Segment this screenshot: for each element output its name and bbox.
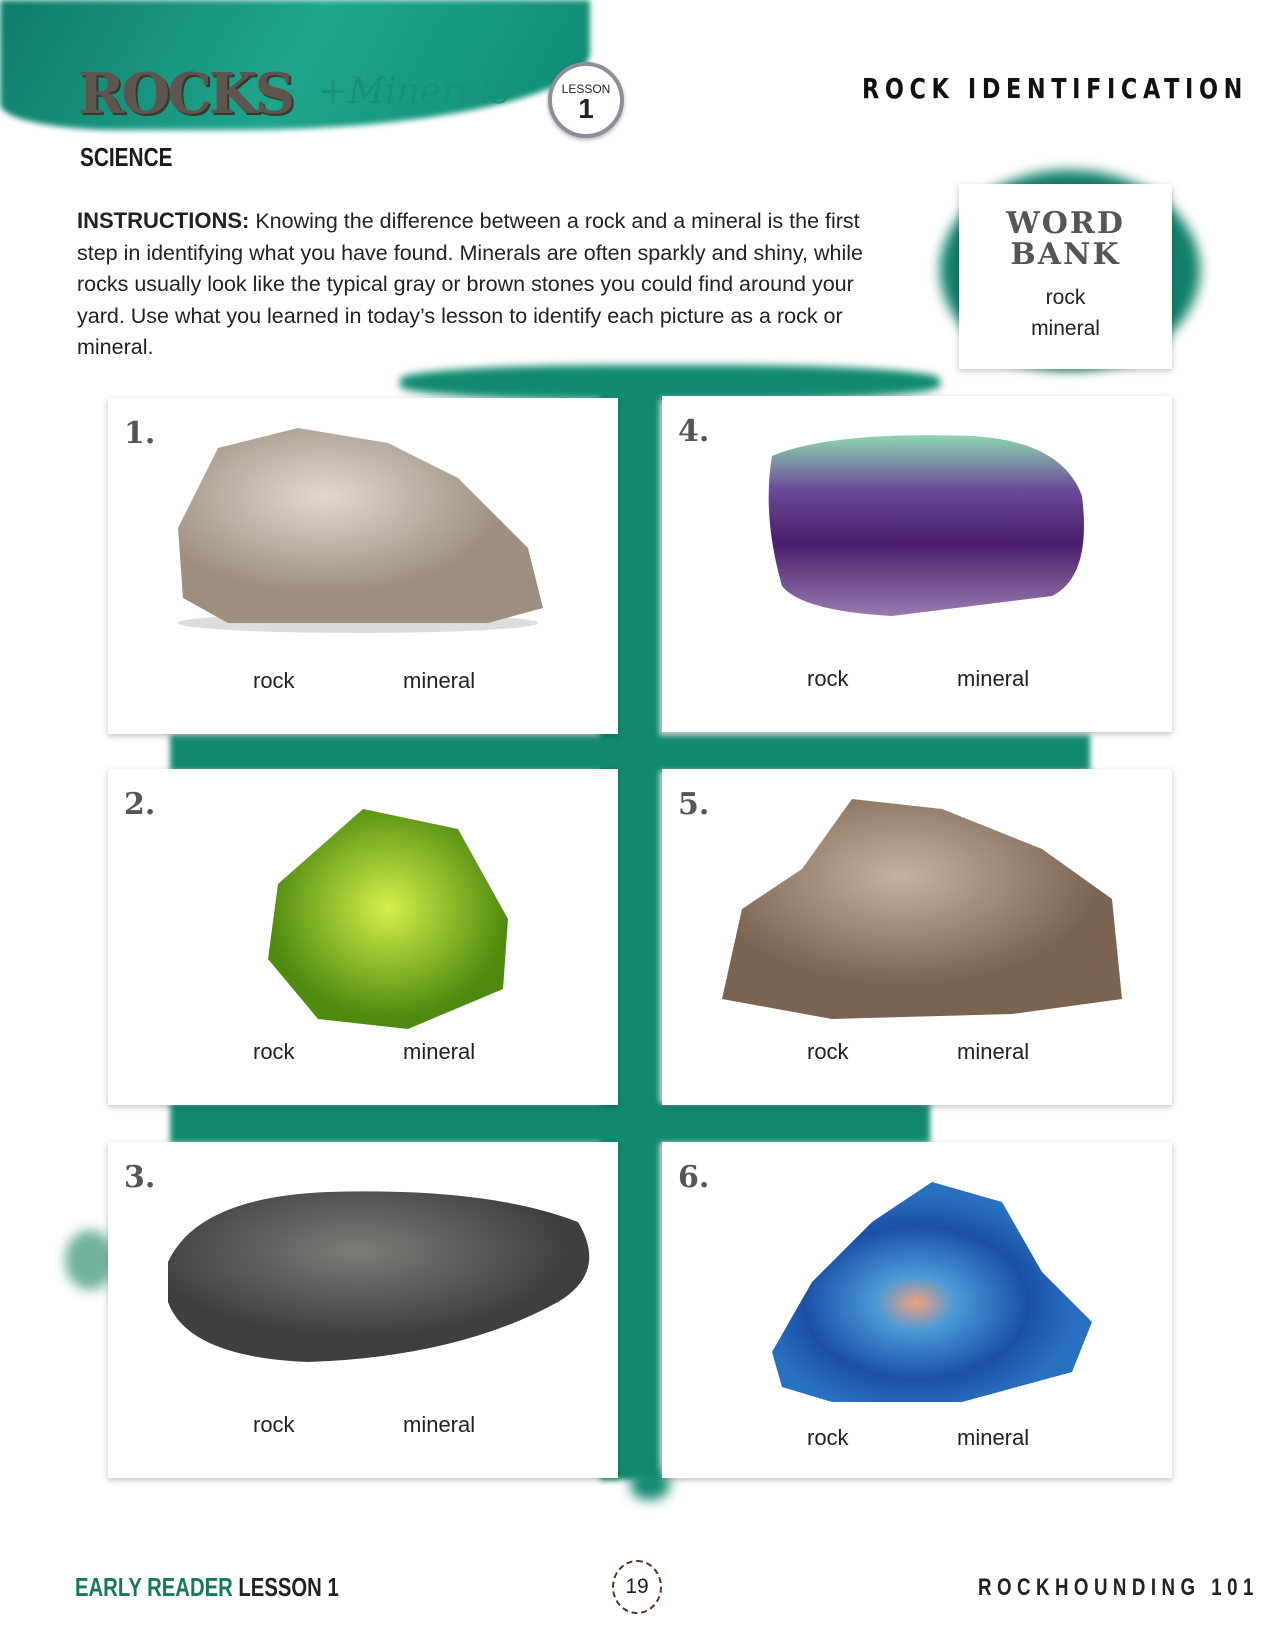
instructions-text: Knowing the difference between a rock and a mineral is the first step in identifying what you have found. Minerals are often sparkly and shiny, while rocks usually look like the typical gray or brown stones you could find around your yard. Use what you learned in today’s lesson to identify each picture as a rock or mineral.: [77, 209, 863, 359]
card-number: 3.: [124, 1160, 156, 1195]
footer-lesson: LESSON 1: [238, 1572, 339, 1602]
card-number: 6.: [678, 1160, 710, 1195]
blue-azurite-image: [712, 1162, 1142, 1422]
footer-early-reader: EARLY READER: [75, 1572, 233, 1602]
card-number: 4.: [678, 414, 710, 449]
card-3: [108, 1142, 618, 1478]
option-mineral[interactable]: mineral: [403, 1412, 476, 1437]
option-mineral[interactable]: mineral: [403, 668, 476, 693]
option-rock[interactable]: rock: [253, 1039, 295, 1064]
lesson-label: LESSON: [561, 82, 611, 96]
footer-series: [75, 1572, 339, 1603]
instructions-label: INSTRUCTIONS:: [77, 208, 250, 233]
brown-rock-image: [712, 789, 1172, 1039]
word-bank-title-1: WORD: [1006, 206, 1125, 241]
card-number: 1.: [124, 416, 156, 451]
logo-rocks-text: ROCKS: [78, 61, 293, 127]
card-4: [662, 396, 1172, 732]
card-6: [662, 1142, 1172, 1478]
word-bank: [959, 184, 1172, 369]
option-mineral[interactable]: mineral: [957, 666, 1030, 691]
option-rock[interactable]: rock: [807, 1425, 849, 1450]
lesson-number: 1: [578, 93, 594, 124]
gray-stone-image: [158, 1162, 598, 1392]
card-5: [662, 769, 1172, 1105]
word-bank-title-2: BANK: [1010, 237, 1121, 272]
option-rock[interactable]: rock: [807, 1039, 849, 1064]
green-crystal-image: [158, 789, 578, 1039]
instructions: [77, 205, 867, 364]
option-mineral[interactable]: mineral: [957, 1039, 1030, 1064]
purple-fluorite-image: [712, 416, 1142, 646]
lesson-badge: [548, 62, 624, 138]
option-rock[interactable]: rock: [253, 1412, 295, 1437]
option-mineral[interactable]: mineral: [403, 1039, 476, 1064]
option-rock[interactable]: rock: [253, 668, 295, 693]
option-rock[interactable]: rock: [807, 666, 849, 691]
footer-book-title: ROCKHOUNDING 101: [978, 1574, 1259, 1601]
card-1: [108, 398, 618, 734]
subject-label: SCIENCE: [80, 142, 173, 172]
word-bank-word: rock: [1045, 286, 1086, 309]
card-2: [108, 769, 618, 1105]
word-bank-word: mineral: [1031, 317, 1100, 340]
card-number: 5.: [678, 787, 710, 822]
beige-rock-image: [158, 418, 578, 648]
option-mineral[interactable]: mineral: [957, 1425, 1030, 1450]
card-number: 2.: [124, 787, 156, 822]
logo-minerals-text: +Minerals: [318, 71, 510, 112]
page-number: 19: [612, 1560, 662, 1614]
page-title: ROCK IDENTIFICATION: [862, 72, 1248, 105]
